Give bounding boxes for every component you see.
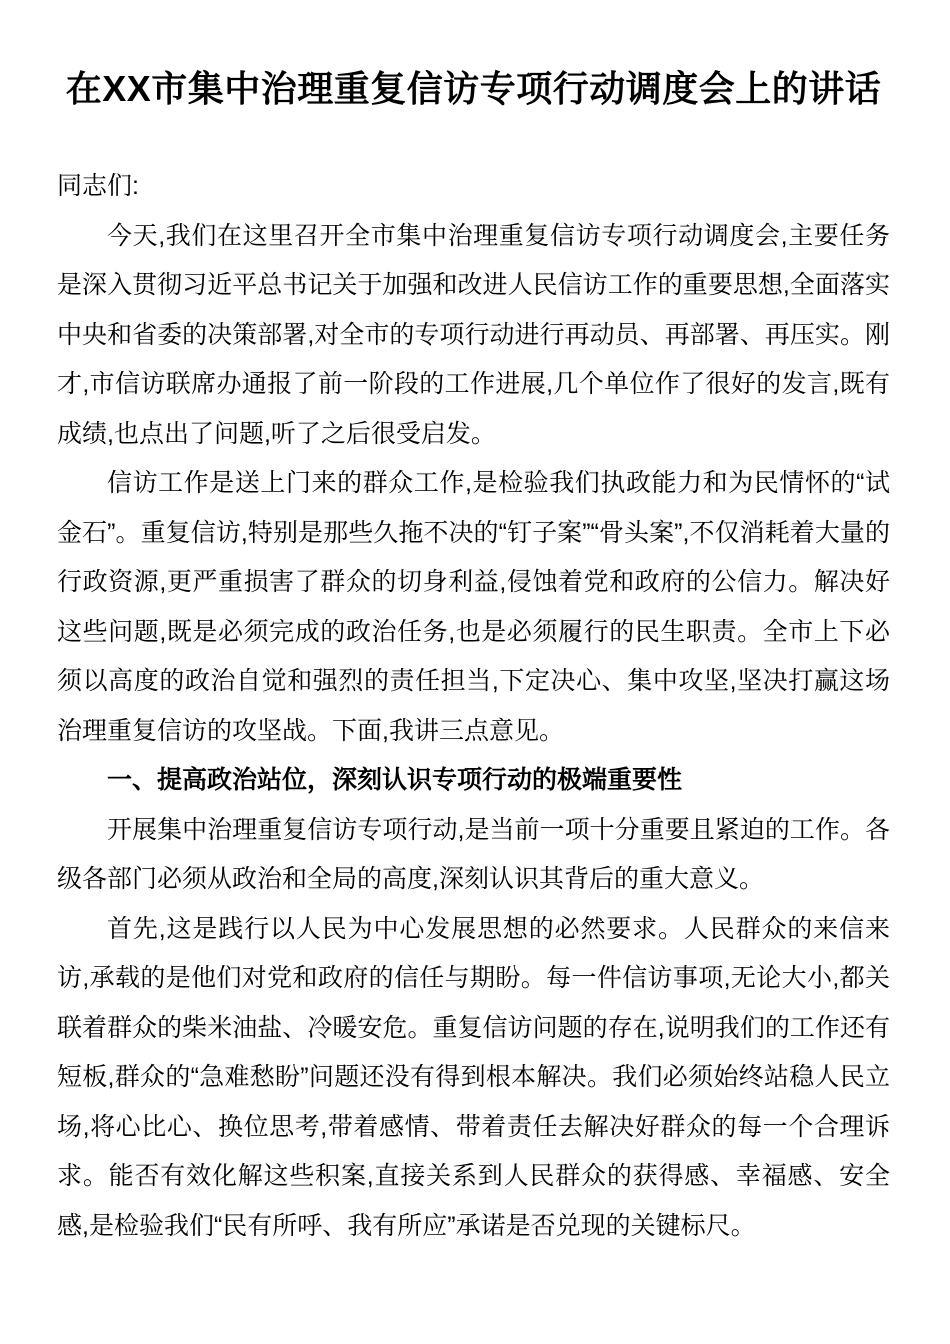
paragraph-section1-intro: 开展集中治理重复信访专项行动,是当前一项十分重要且紧迫的工作。各级各部门必须从政治和全局的高度,深刻认识其背后的重大意义。 xyxy=(57,815,890,893)
salutation: 同志们: xyxy=(57,172,139,200)
section-heading-1: 一、提高政治站位，深刻认识专项行动的极端重要性 xyxy=(107,766,683,794)
paragraph-people-centered: 首先,这是践行以人民为中心发展思想的必然要求。人民群众的来信来访,承载的是他们对党和政府的信任与期盼。每一件信访事项,无论大小,都关联着群众的柴米油盐、冷暖安危。重复信访问题的存在,说明我们的工作还有短板,群众的“急难愁盼”问题还没有得到根本解决。我们必须始终站稳人民立场,将心比心、换位思考,带着感情、带着责任去解决好群众的每一个合理诉求。能否有效化解这些积案,直接关系到人民群众的获得感、幸福感、安全感,是检验我们“民有所呼、我有所应”承诺是否兑现的关键标尺。 xyxy=(57,914,890,1240)
paragraph-significance: 信访工作是送上门来的群众工作,是检验我们执政能力和为民情怀的“试金石”。重复信访,特别是那些久拖不决的“钉子案”“骨头案”,不仅消耗着大量的行政资源,更严重损害了群众的切身利益,侵蚀着党和政府的公信力。解决好这些问题,既是必须完成的政治任务,也是必须履行的民生职责。全市上下必须以高度的政治自觉和强烈的责任担当,下定决心、集中攻坚,坚决打赢这场治理重复信访的攻坚战。下面,我讲三点意见。 xyxy=(57,469,890,745)
paragraph-opening: 今天,我们在这里召开全市集中治理重复信访专项行动调度会,主要任务是深入贯彻习近平总书记关于加强和改进人民信访工作的重要思想,全面落实中央和省委的决策部署,对全市的专项行动进行再动员、再部署、再压实。刚才,市信访联席办通报了前一阶段的工作进展,几个单位作了很好的发言,既有成绩,也点出了问题,听了之后很受启发。 xyxy=(57,221,890,448)
document-title: 在XX市集中治理重复信访专项行动调度会上的讲话 xyxy=(65,68,882,109)
